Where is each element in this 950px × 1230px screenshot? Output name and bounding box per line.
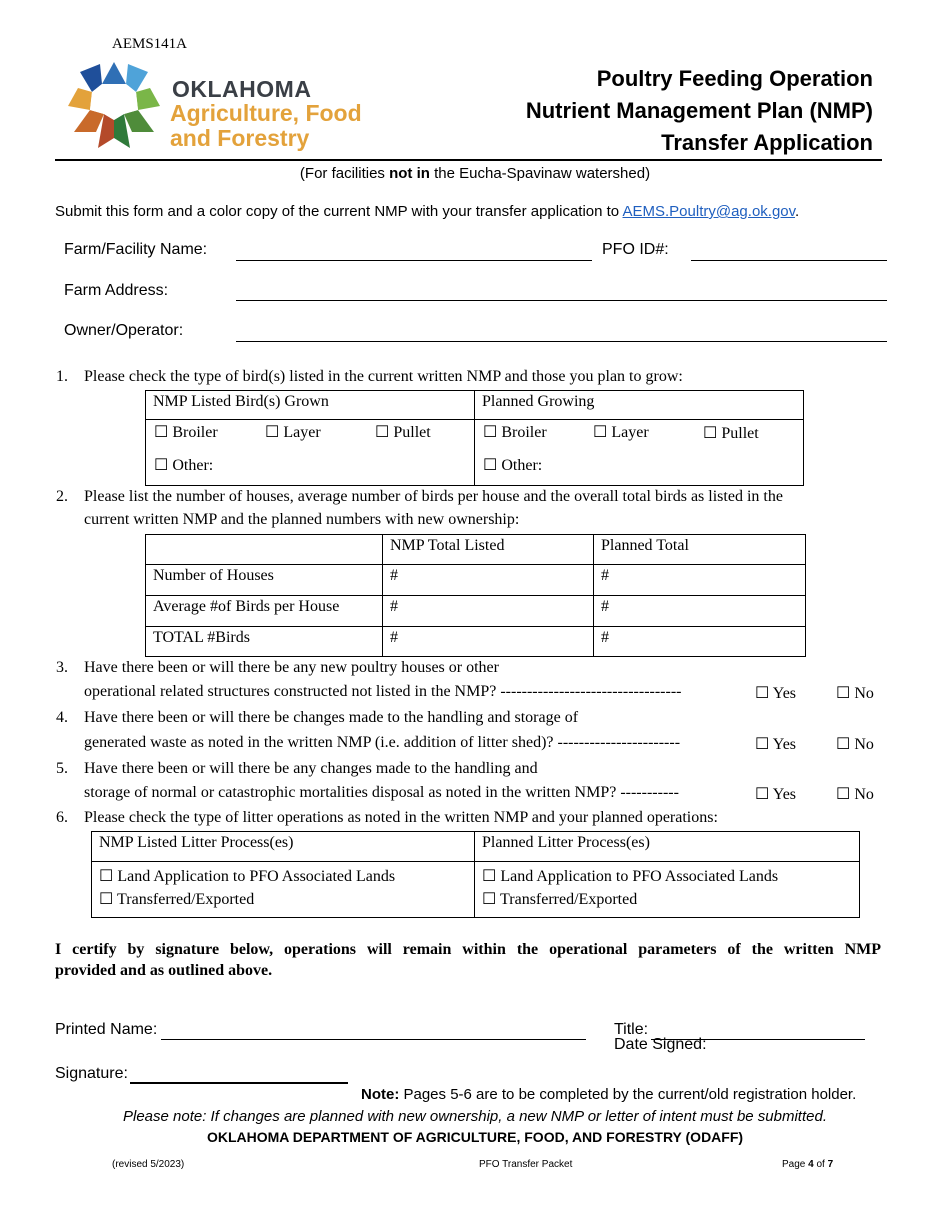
title-line-2: Nutrient Management Plan (NMP) [525,98,873,123]
nmp-avg-birds-input[interactable]: # [383,596,594,627]
title-line-3: Transfer Application [661,130,873,155]
nmp-litter-header: NMP Listed Litter Process(es) [92,832,475,862]
q4-no-checkbox[interactable]: ☐ No [836,736,874,753]
signature-label: Signature: [55,1065,128,1082]
planned-total-header: Planned Total [594,535,806,565]
planned-pullet-checkbox[interactable]: ☐ Pullet [703,425,759,442]
printed-name-label: Printed Name: [55,1021,158,1038]
date-signed-label: Date Signed: [614,1036,707,1053]
q6-number: 6. [56,809,68,826]
logo-line-forestry: and Forestry [170,125,310,151]
subtitle: (For facilities not in the Eucha-Spavinaw watershed) [299,165,651,182]
litter-process-table [91,831,860,918]
signature-field[interactable] [130,1082,348,1084]
nmp-broiler-checkbox[interactable]: ☐ Broiler [154,424,218,441]
planned-land-application-checkbox[interactable]: ☐ Land Application to PFO Associated Lands [482,868,779,885]
planned-litter-cell [475,862,860,918]
farm-address-label: Farm Address: [64,282,169,299]
logo-line-oklahoma: OKLAHOMA [172,76,312,102]
planned-total-birds-input[interactable]: # [594,627,806,657]
email-link[interactable]: AEMS.Poultry@ag.ok.gov [622,203,796,220]
pages-note: Note: Pages 5-6 are to be completed by the current/old registration holder. [361,1086,857,1103]
planned-other-checkbox[interactable]: ☐ Other: [483,457,543,474]
q1-text: Please check the type of bird(s) listed in the current written NMP and those you plan to grow: [84,368,683,385]
odaff-logo [64,58,394,158]
planned-birds-cell [475,420,804,486]
ownership-note: Please note: If changes are planned with new ownership, a new NMP or letter of intent must be submitted. [123,1108,827,1125]
nmp-pullet-checkbox[interactable]: ☐ Pullet [375,424,431,441]
instructions: Submit this form and a color copy of the current NMP with your transfer application to AEMS.Poultry@ag.ok.gov. [55,203,800,220]
planned-broiler-checkbox[interactable]: ☐ Broiler [483,424,547,441]
planned-avg-birds-input[interactable]: # [594,596,806,627]
title-line-1: Poultry Feeding Operation [596,66,873,91]
pfo-id-label: PFO ID#: [602,241,669,258]
q5-no-checkbox[interactable]: ☐ No [836,786,874,803]
packet-name: PFO Transfer Packet [479,1159,573,1170]
q3-line2: operational related structures constructed not listed in the NMP? ---------------------------------- [84,683,682,700]
nmp-other-checkbox[interactable]: ☐ Other: [154,457,214,474]
planned-layer-checkbox[interactable]: ☐ Layer [593,424,649,441]
q2-number: 2. [56,488,68,505]
q2-text-line1: Please list the number of houses, average number of birds per house and the overall total birds as listed in the [84,488,783,505]
farm-address-field[interactable] [236,300,887,301]
nmp-total-birds-input[interactable]: # [383,627,594,657]
farm-name-label: Farm/Facility Name: [64,241,208,258]
planned-litter-header: Planned Litter Process(es) [475,832,860,862]
nmp-houses-input[interactable]: # [383,565,594,596]
planned-birds-header: Planned Growing [475,391,804,420]
planned-transferred-checkbox[interactable]: ☐ Transferred/Exported [482,891,638,908]
header-divider [55,159,882,161]
nmp-land-application-checkbox[interactable]: ☐ Land Application to PFO Associated Lands [99,868,396,885]
certification-line2: provided and as outlined above. [55,962,273,979]
farm-name-field[interactable] [236,260,592,261]
nmp-birds-header: NMP Listed Bird(s) Grown [146,391,475,420]
q5-line1: Have there been or will there be any changes made to the handling and [84,760,538,777]
q3-no-checkbox[interactable]: ☐ No [836,685,874,702]
row-label-houses: Number of Houses [146,565,383,596]
house-table-corner [146,535,383,565]
row-label-total-birds: TOTAL #Birds [146,627,383,657]
nmp-total-header: NMP Total Listed [383,535,594,565]
nmp-birds-cell [146,420,475,486]
q1-number: 1. [56,368,68,385]
logo-line-agriculture: Agriculture, Food [170,100,362,126]
q5-line2: storage of normal or catastrophic mortalities disposal as noted in the written NMP? ----------- [84,784,679,801]
q4-line2: generated waste as noted in the written NMP (i.e. addition of litter shed)? ----------------------- [84,734,681,751]
form-code: AEMS141A [112,36,188,52]
star-logo-icon [64,58,164,154]
pfo-id-field[interactable] [691,260,887,261]
nmp-litter-cell [92,862,475,918]
q5-yes-checkbox[interactable]: ☐ Yes [755,786,797,803]
q6-text: Please check the type of litter operations as noted in the written NMP and your planned operations: [84,809,718,826]
q4-yes-checkbox[interactable]: ☐ Yes [755,736,797,753]
page-number: Page 4 of 7 [782,1159,834,1170]
title-label: Title: [614,1021,649,1038]
department-name: OKLAHOMA DEPARTMENT OF AGRICULTURE, FOOD, AND FORESTRY (ODAFF) [206,1129,744,1145]
owner-operator-label: Owner/Operator: [64,322,184,339]
q5-number: 5. [56,760,68,777]
q2-text-line2: current written NMP and the planned numbers with new ownership: [84,511,520,528]
owner-operator-field[interactable] [236,341,887,342]
planned-houses-input[interactable]: # [594,565,806,596]
q3-yes-checkbox[interactable]: ☐ Yes [755,685,797,702]
row-label-avg-birds: Average #of Birds per House [146,596,383,627]
house-count-table [145,534,806,657]
q4-number: 4. [56,709,68,726]
q3-line1: Have there been or will there be any new poultry houses or other [84,659,499,676]
revised-date: (revised 5/2023) [112,1159,185,1170]
q3-number: 3. [56,659,68,676]
bird-type-table [145,390,804,486]
certification-line1: I certify by signature below, operations will remain within the operational parameters of the written NMP [55,941,881,958]
q4-line1: Have there been or will there be changes made to the handling and storage of [84,709,579,726]
printed-name-field[interactable] [161,1039,586,1040]
nmp-layer-checkbox[interactable]: ☐ Layer [265,424,321,441]
nmp-transferred-checkbox[interactable]: ☐ Transferred/Exported [99,891,255,908]
